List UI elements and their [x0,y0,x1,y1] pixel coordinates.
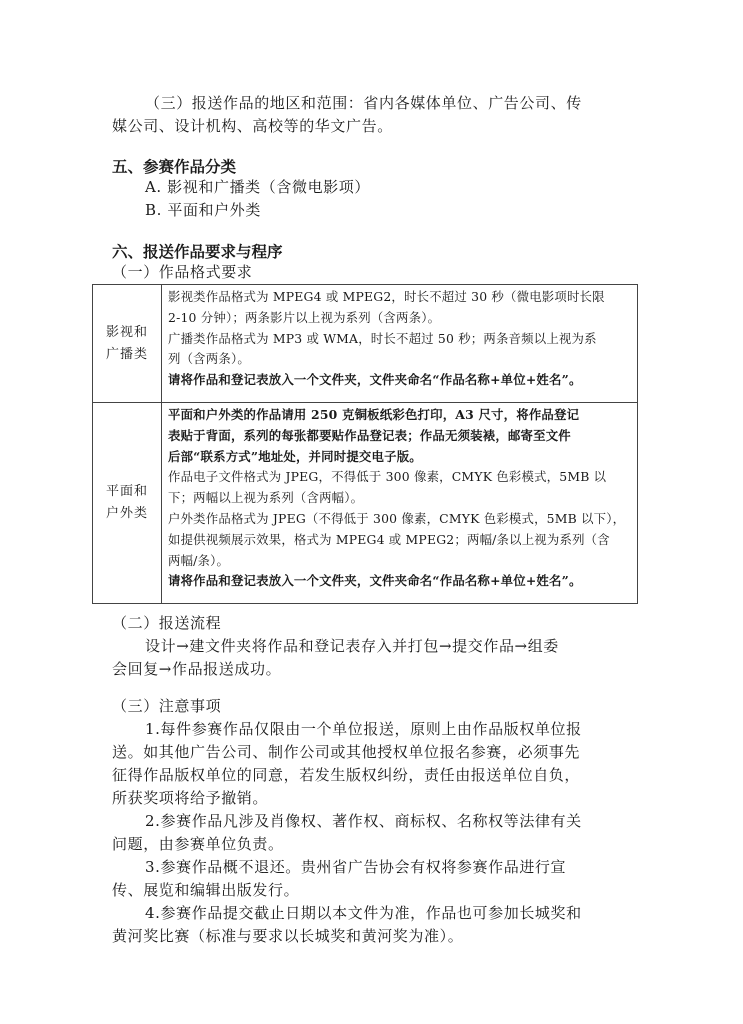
note-line: 问题，由参赛单位负责。 [112,835,284,853]
description-line: 请将作品和登记表放入一个文件夹，文件夹命名“作品名称+单位+姓名”。 [168,573,582,589]
description-line: 广播类作品格式为 MP3 或 WMA，时长不超过 50 秒；两条音频以上视为系 [168,330,597,346]
subsection-process-heading: （二）报送流程 [112,614,222,632]
description-line: 请将作品和登记表放入一个文件夹，文件夹命名“作品名称+单位+姓名”。 [168,372,582,388]
description-line: 如提供视频展示效果，格式为 MPEG4 或 MPEG2；两幅/条以上视为系列（含 [168,531,610,547]
scope-line-1: （三）报送作品的地区和范围：省内各媒体单位、广告公司、传 [145,94,582,112]
category-label-line: 户外类 [105,506,148,521]
description-cell [162,285,638,403]
category-item-b: B. 平面和户外类 [145,201,261,219]
category-item-a: A. 影视和广播类（含微电影项） [145,178,370,196]
category-cell [93,403,162,604]
description-line: 列（含两条）。 [168,351,250,367]
description-line: 户外类作品格式为 JPEG（不得低于 300 像素，CMYK 色彩模式，5MB 以下）， [168,510,626,526]
note-line: 1.每件参赛作品仅限由一个单位报送，原则上由作品版权单位报 [145,720,582,738]
process-line-1: 设计→建文件夹将作品和登记表存入并打包→提交作品→组委 [145,637,559,655]
subsection-format-heading: （一）作品格式要求 [112,263,253,281]
note-line: 所获奖项将给予撤销。 [112,789,269,807]
description-line: 2-10 分钟）；两条影片以上视为系列（含两条）。 [168,309,441,325]
description-line: 作品电子文件格式为 JPEG，不得低于 300 像素，CMYK 色彩模式，5MB 以 [168,469,607,485]
category-label-line: 广播类 [105,346,148,362]
description-line: 影视类作品格式为 MPEG4 或 MPEG2，时长不超过 30 秒（微电影项时长限 [168,289,605,304]
category-label-line: 平面和 [105,484,148,499]
description-line: 后部“联系方式”地址处，并同时提交电子版。 [168,448,422,464]
note-line: 传、展览和编辑出版发行。 [112,881,300,899]
note-line: 送。如其他广告公司、制作公司或其他授权单位报名参赛，必须事先 [112,743,581,761]
scope-line-2: 媒公司、设计机构、高校等的华文广告。 [112,117,393,135]
note-line: 4.参赛作品提交截止日期以本文件为准，作品也可参加长城奖和 [145,904,582,922]
format-requirements-table [92,284,638,604]
subsection-notes-heading: （三）注意事项 [112,697,222,715]
process-line-2: 会回复→作品报送成功。 [112,660,282,678]
note-line: 黄河奖比赛（标准与要求以长城奖和黄河奖为准）。 [112,927,464,945]
description-cell [162,403,638,604]
note-line: 2.参赛作品凡涉及肖像权、著作权、商标权、名称权等法律有关 [145,812,582,830]
table-row [93,285,638,403]
section-6-heading: 六、报送作品要求与程序 [112,243,283,261]
section-5-heading: 五、参赛作品分类 [112,158,237,176]
note-line: 3.参赛作品概不退还。贵州省广告协会有权将参赛作品进行宣 [145,858,567,876]
description-line: 两幅/条）。 [168,552,230,568]
note-line: 征得作品版权单位的同意，若发生版权纠纷，责任由报送单位自负， [112,766,581,784]
category-label-line: 影视和 [105,324,148,340]
description-line: 平面和户外类的作品请用 250 克铜板纸彩色打印，A3 尺寸，将作品登记 [168,407,580,422]
description-line: 表贴于背面，系列的每张都要贴作品登记表；作品无须装裱，邮寄至文件 [168,427,571,443]
description-line: 下；两幅以上视为系列（含两幅）。 [168,490,364,506]
table-row [93,403,638,604]
category-cell [93,285,162,403]
